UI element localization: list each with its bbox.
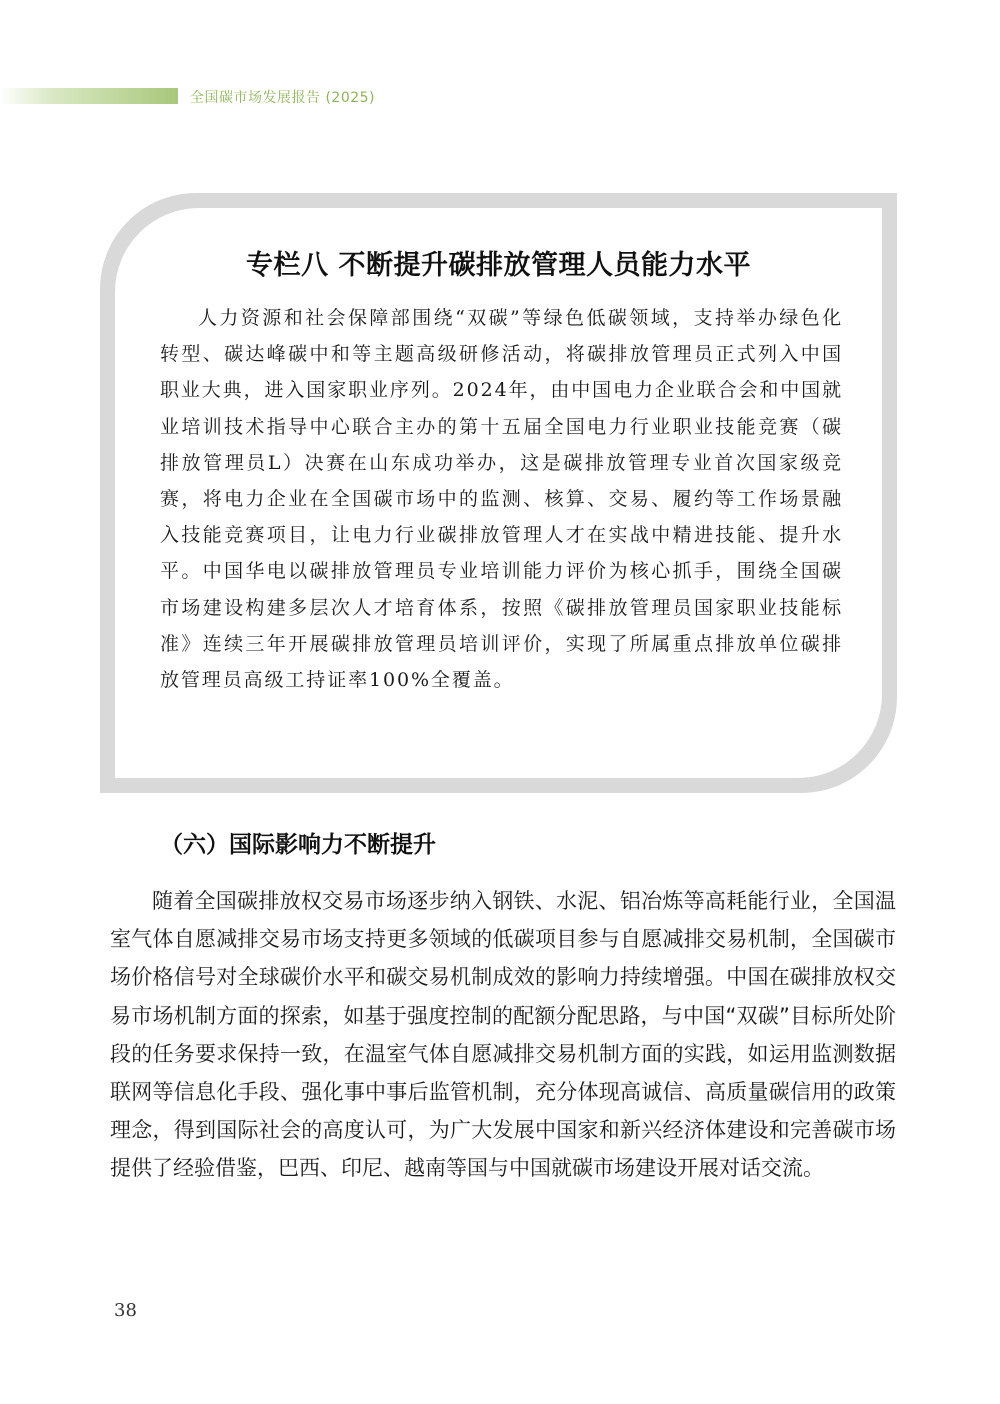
page-number: 38	[114, 1300, 137, 1321]
header-accent-bar	[0, 88, 178, 104]
section-heading: （六）国际影响力不断提升	[160, 832, 436, 858]
column-box-body	[160, 300, 843, 698]
column-box-title: 专栏八 不断提升碳排放管理人员能力水平	[246, 250, 751, 281]
column-box-paragraph: 人力资源和社会保障部围绕“双碳”等绿色低碳领域，支持举办绿色化转型、碳达峰碳中和等主题高级研修活动，将碳排放管理员正式列入中国职业大典，进入国家职业序列。2024年，由中国电力企业联合会和中国就业培训技术指导中心联合主办的第十五届全国电力行业职业技能竞赛（碳排放管理员L）决赛在山东成功举办，这是碳排放管理专业首次国家级竞赛，将电力企业在全国碳市场中的监测、核算、交易、履约等工作场景融入技能竞赛项目，让电力行业碳排放管理人才在实战中精进技能、提升水平。中国华电以碳排放管理员专业培训能力评价为核心抓手，围绕全国碳市场建设构建多层次人才培育体系，按照《碳排放管理员国家职业技能标准》连续三年开展碳排放管理员培训评价，实现了所属重点排放单位碳排放管理员高级工持证率100%全覆盖。	[160, 307, 843, 692]
section-paragraph: 随着全国碳排放权交易市场逐步纳入钢铁、水泥、铝冶炼等高耗能行业，全国温室气体自愿减排交易市场支持更多领域的低碳项目参与自愿减排交易机制，全国碳市场价格信号对全球碳价水平和碳交易机制成效的影响力持续增强。中国在碳排放权交易市场机制方面的探索，如基于强度控制的配额分配思路，与中国“双碳”目标所处阶段的任务要求保持一致，在温室气体自愿减排交易机制方面的实践，如运用监测数据联网等信息化手段、强化事中事后监管机制，充分体现高诚信、高质量碳信用的政策理念，得到国际社会的高度认可，为广大发展中国家和新兴经济体建设和完善碳市场提供了经验借鉴，巴西、印尼、越南等国与中国就碳市场建设开展对话交流。	[110, 889, 896, 1181]
running-header-title: 全国碳市场发展报告 (2025)	[190, 90, 376, 106]
section-body	[110, 882, 896, 1188]
